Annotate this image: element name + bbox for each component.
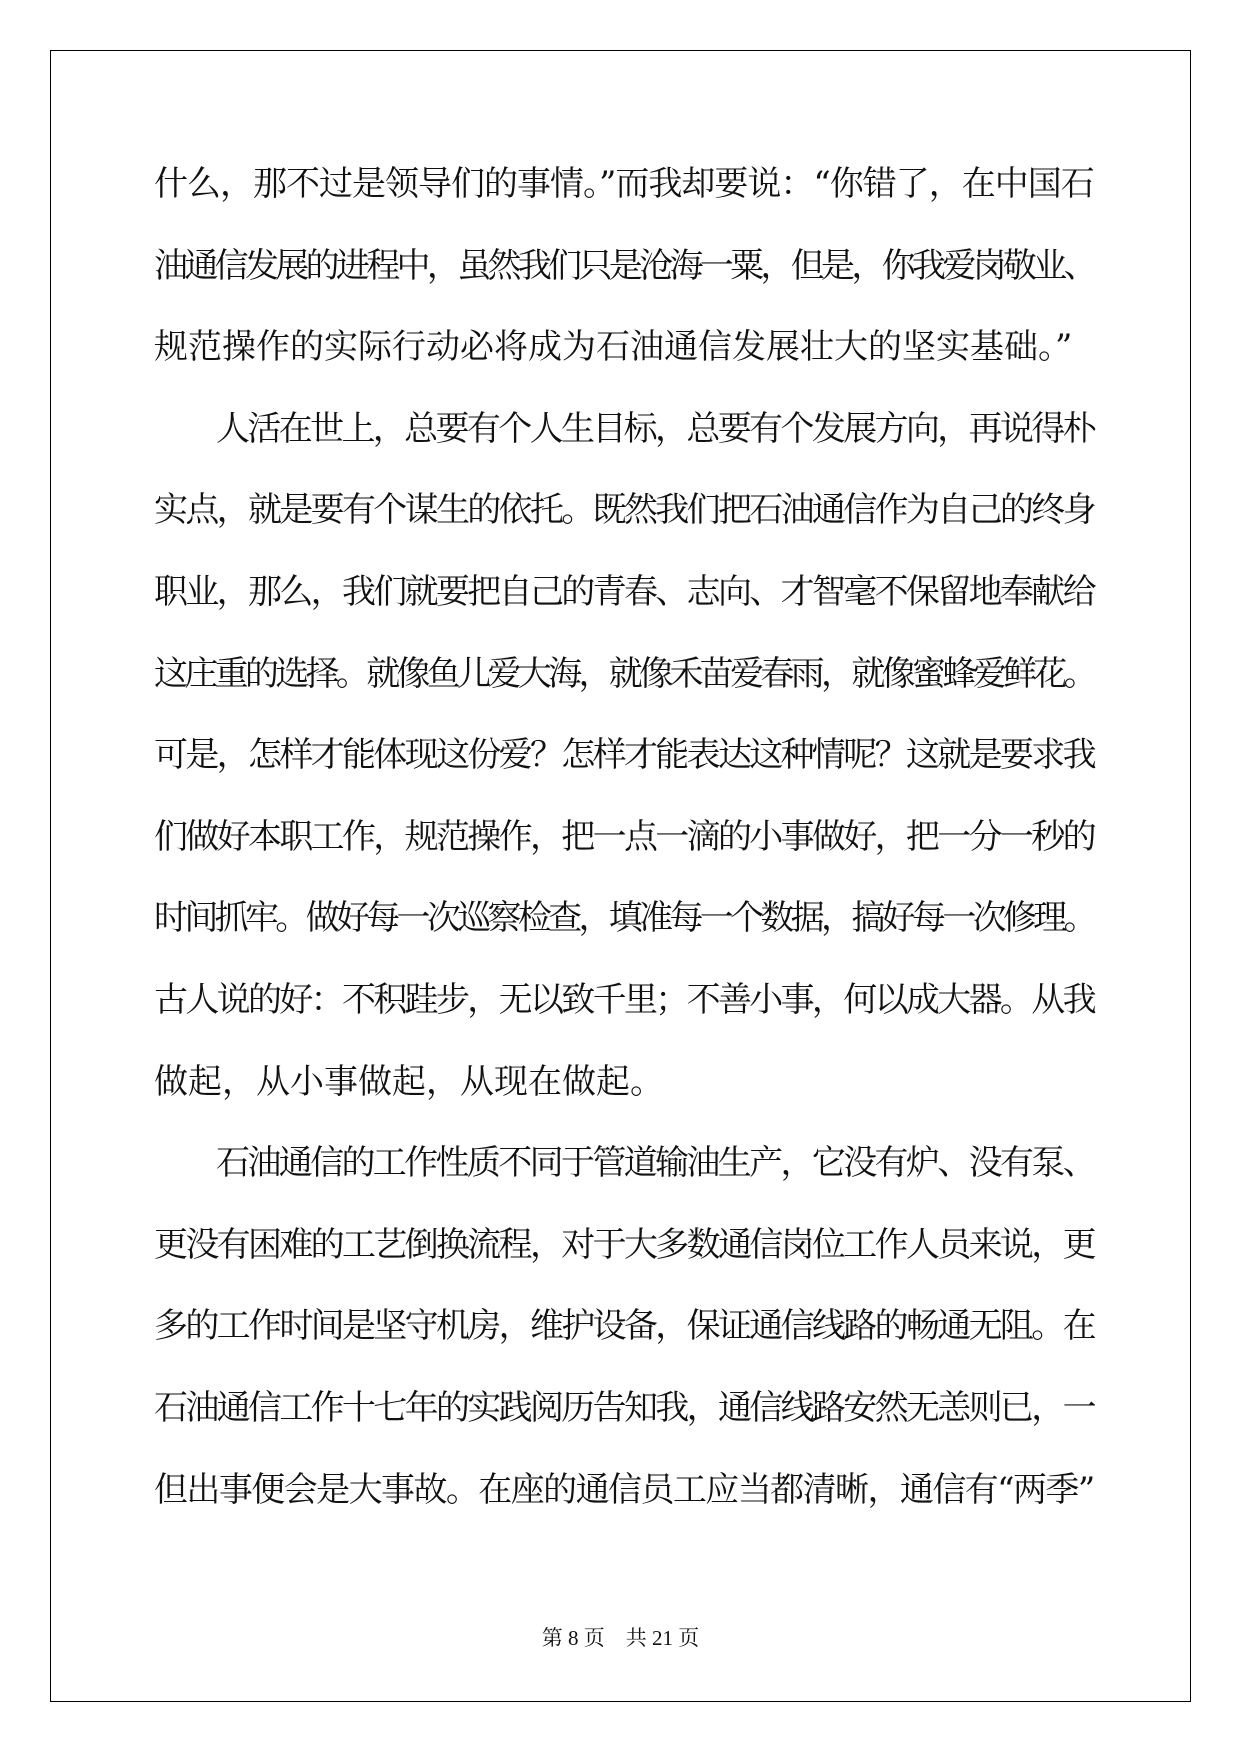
text-line: 更没有困难的工艺倒换流程，对于大多数通信岗位工作人员来说，更 bbox=[154, 1224, 1094, 1265]
text-line: 石油通信工作十七年的实践阅历告知我，通信线路安然无恙则已，一 bbox=[154, 1387, 1094, 1428]
page-number: 第 8 页 bbox=[541, 1626, 605, 1650]
text-line: 可是，怎样才能体现这份爱？怎样才能表达这种情呢？这就是要求我 bbox=[154, 735, 1094, 776]
text-line: 时间抓牢。做好每一次巡察检查，填准每一个数据，搞好每一次修理。 bbox=[154, 898, 1094, 939]
text-line: 人活在世上，总要有个人生目标，总要有个发展方向，再说得朴 bbox=[216, 408, 1095, 449]
document-body bbox=[154, 160, 1094, 1547]
text-line: 多的工作时间是坚守机房，维护设备，保证通信线路的畅通无阻。在 bbox=[154, 1306, 1094, 1347]
text-line: 实点，就是要有个谋生的依托。既然我们把石油通信作为自己的终身 bbox=[154, 490, 1094, 531]
text-line: 古人说的好：不积跬步，无以致千里；不善小事，何以成大器。从我 bbox=[154, 979, 1094, 1020]
text-line: 石油通信的工作性质不同于管道输油生产，它没有炉、没有泵、 bbox=[216, 1143, 1095, 1184]
text-line: 规范操作的实际行动必将成为石油通信发展壮大的坚实基础。” bbox=[154, 327, 1073, 368]
text-line: 这庄重的选择。就像鱼儿爱大海，就像禾苗爱春雨，就像蜜蜂爱鲜花。 bbox=[154, 653, 1094, 694]
text-line: 油通信发展的进程中，虽然我们只是沧海一粟，但是，你我爱岗敬业、 bbox=[154, 245, 1094, 286]
text-line: 们做好本职工作，规范操作，把一点一滴的小事做好，把一分一秒的 bbox=[154, 816, 1094, 857]
text-line: 做起，从小事做起，从现在做起。 bbox=[154, 1061, 664, 1102]
page-footer bbox=[0, 1622, 1241, 1652]
text-line: 什么，那不过是领导们的事情。”而我却要说：“你错了，在中国石 bbox=[154, 164, 1094, 204]
total-pages: 共 21 页 bbox=[625, 1626, 700, 1650]
text-line: 职业，那么，我们就要把自己的青春、志向、才智毫不保留地奉献给 bbox=[154, 571, 1094, 612]
text-line: 但出事便会是大事故。在座的通信员工应当都清晰，通信有“两季” bbox=[154, 1469, 1094, 1510]
